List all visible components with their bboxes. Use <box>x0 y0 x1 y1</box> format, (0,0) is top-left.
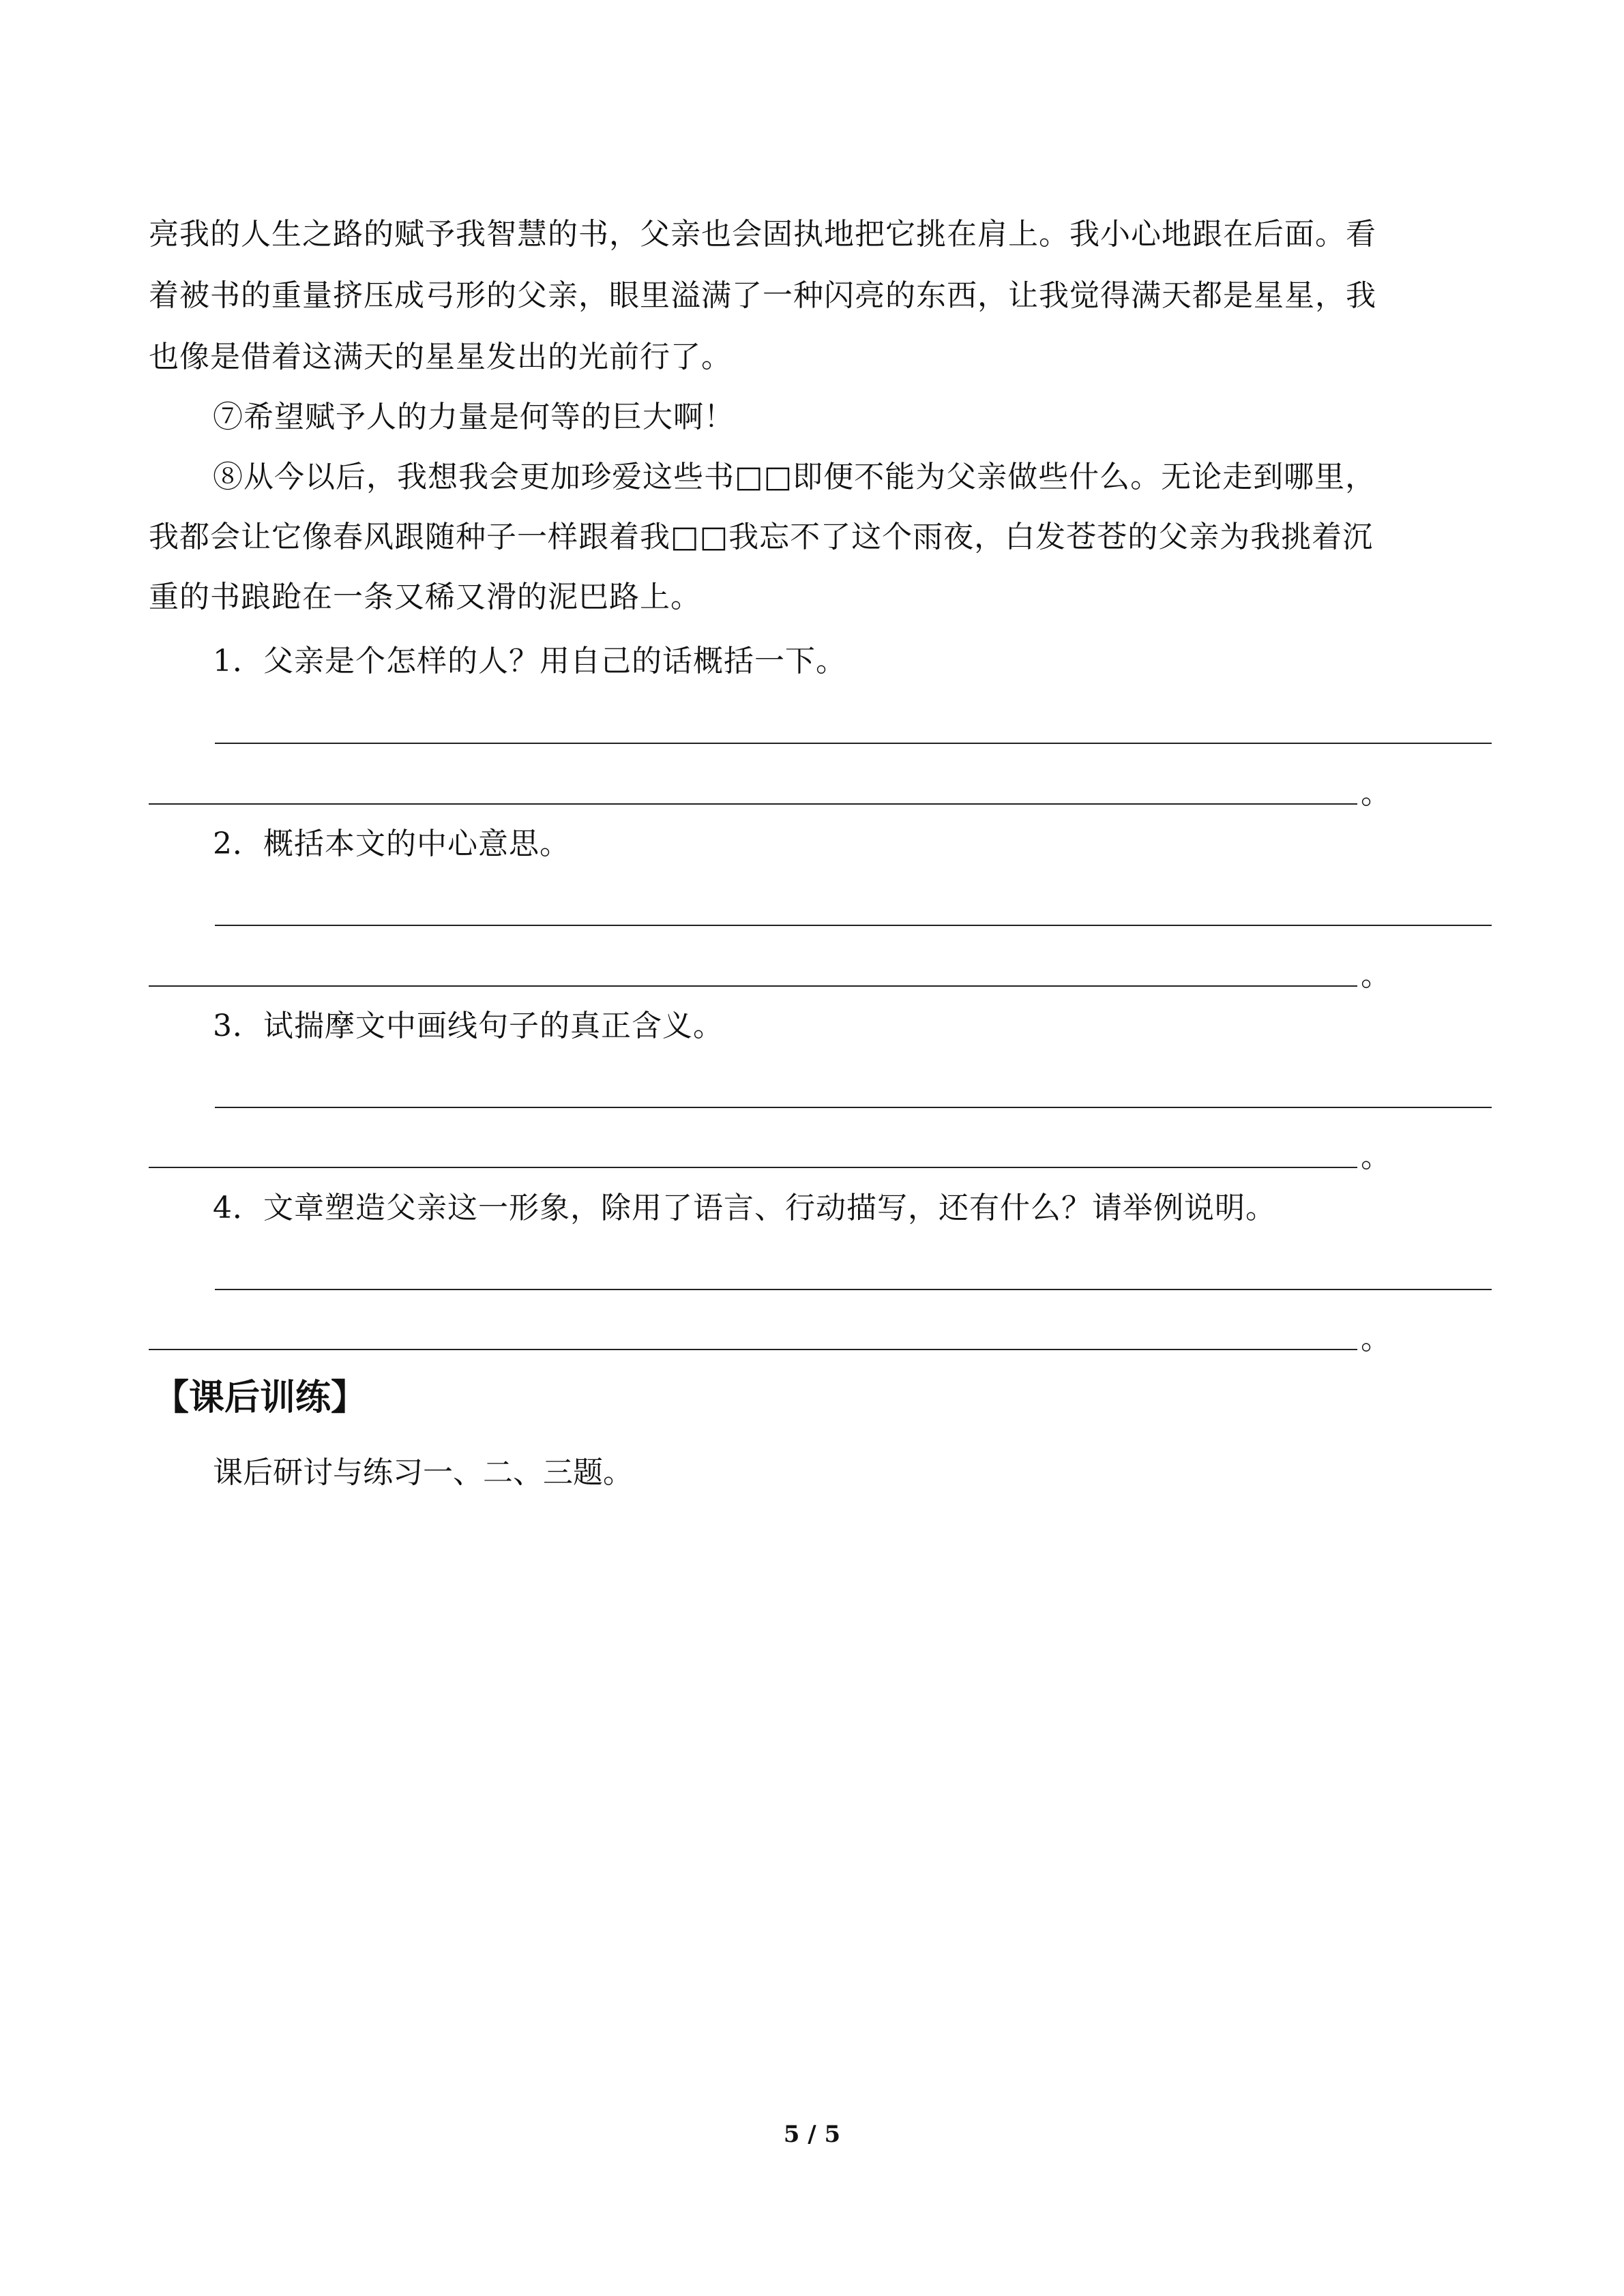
passage-line: 也像是借着这满天的星星发出的光前行了。 <box>149 340 732 374</box>
answer-line-2a[interactable] <box>215 925 1492 926</box>
answer-line-3a[interactable] <box>215 1107 1492 1108</box>
homework-text: 课后研讨与练习一、二、三题。 <box>213 1455 633 1490</box>
passage-line: 着被书的重量挤压成弓形的父亲，眼里溢满了一种闪亮的东西，让我觉得满天都是星星，我 <box>149 278 1376 313</box>
answer-line-4b[interactable] <box>149 1349 1357 1350</box>
answer-line-4a[interactable] <box>215 1289 1492 1290</box>
answer-line-2b[interactable] <box>149 985 1357 987</box>
section-title: 【课后训练】 <box>153 1377 367 1418</box>
end-mark: 。 <box>1361 958 1391 993</box>
answer-line-3b[interactable] <box>149 1167 1357 1168</box>
question-4: 4．文章塑造父亲这一形象，除用了语言、行动描写，还有什么？请举例说明。 <box>213 1191 1276 1225</box>
passage-paragraph-7: ⑦希望赋予人的力量是何等的巨大啊！ <box>213 400 735 434</box>
answer-line-1a[interactable] <box>215 743 1492 744</box>
question-2: 2．概括本文的中心意思。 <box>213 826 570 861</box>
passage-line: 亮我的人生之路的赋予我智慧的书，父亲也会固执地把它挑在肩上。我小心地跟在后面。看 <box>149 217 1376 252</box>
end-mark: 。 <box>1361 1139 1391 1174</box>
passage-line: 重的书踉跄在一条又稀又滑的泥巴路上。 <box>149 580 701 614</box>
end-mark: 。 <box>1361 1322 1391 1356</box>
answer-line-1b[interactable] <box>149 803 1357 805</box>
end-mark: 。 <box>1361 776 1391 811</box>
question-1: 1．父亲是个怎样的人？用自己的话概括一下。 <box>213 644 846 679</box>
passage-line: 我都会让它像春风跟随种子一样跟着我□□我忘不了这个雨夜，白发苍苍的父亲为我挑着沉 <box>149 520 1374 554</box>
page-number: 5 / 5 <box>783 2121 841 2148</box>
question-3: 3．试揣摩文中画线句子的真正含义。 <box>213 1009 724 1043</box>
passage-paragraph-8: ⑧从今以后，我想我会更加珍爱这些书□□即便不能为父亲做些什么。无论走到哪里， <box>213 460 1376 494</box>
